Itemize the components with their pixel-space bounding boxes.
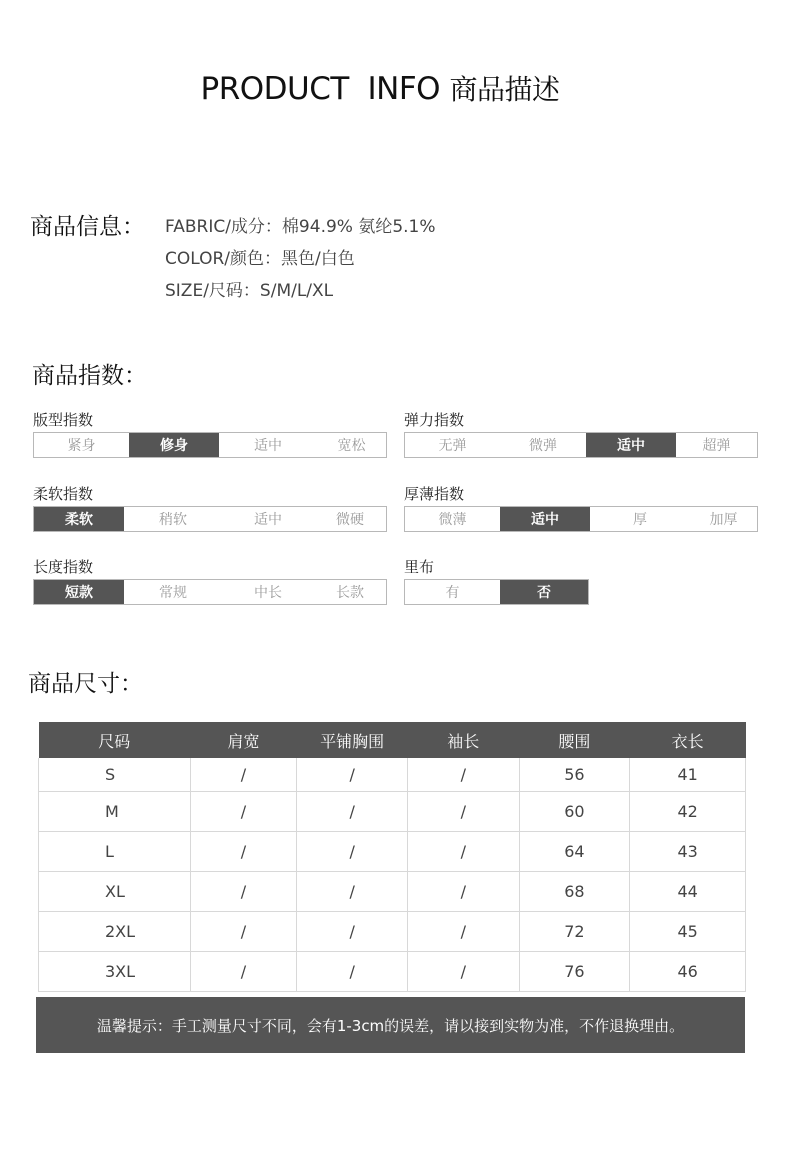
- table-cell: /: [297, 952, 408, 992]
- table-cell: /: [190, 832, 297, 872]
- index-scale: [404, 579, 589, 605]
- index-scale: [33, 579, 387, 605]
- table-cell: /: [407, 952, 519, 992]
- index-scale: [33, 506, 387, 532]
- table-cell: S: [39, 758, 191, 792]
- index-option: 微弹: [529, 438, 557, 454]
- table-cell: 76: [519, 952, 630, 992]
- table-cell: /: [407, 792, 519, 832]
- size-column-header: 尺码: [39, 722, 191, 758]
- size-column-header: 肩宽: [190, 722, 297, 758]
- index-label: 里布: [404, 558, 435, 576]
- size-heading: 商品尺寸：: [28, 671, 143, 697]
- table-cell: 64: [519, 832, 630, 872]
- size-table-body: [39, 758, 746, 992]
- table-cell: /: [190, 952, 297, 992]
- table-cell: 56: [519, 758, 630, 792]
- index-scale: [404, 506, 758, 532]
- table-cell: /: [297, 832, 408, 872]
- index-option-selected: 否: [500, 580, 588, 604]
- index-option-selected: 适中: [500, 507, 590, 531]
- index-scale: [404, 432, 758, 458]
- table-cell: /: [190, 792, 297, 832]
- table-cell: XL: [39, 872, 191, 912]
- index-label: 厚薄指数: [404, 485, 465, 503]
- size-line: SIZE/尺码：S/M/L/XL: [165, 281, 334, 301]
- index-option: 稍软: [159, 512, 187, 528]
- index-label: 版型指数: [33, 411, 94, 429]
- table-cell: /: [407, 758, 519, 792]
- table-row: [39, 912, 746, 952]
- table-row: [39, 872, 746, 912]
- index-option: 适中: [254, 438, 282, 454]
- table-row: [39, 792, 746, 832]
- size-column-header: 平铺胸围: [297, 722, 408, 758]
- table-cell: 68: [519, 872, 630, 912]
- index-option: 长款: [336, 585, 364, 601]
- table-cell: /: [407, 872, 519, 912]
- index-label: 柔软指数: [33, 485, 94, 503]
- index-option: 紧身: [67, 438, 96, 454]
- index-option: 微硬: [336, 512, 364, 528]
- index-option: 超弹: [702, 438, 731, 454]
- table-cell: /: [190, 758, 297, 792]
- size-column-header: 腰围: [519, 722, 630, 758]
- title-en: PRODUCT INFO: [200, 71, 441, 107]
- table-cell: 44: [630, 872, 746, 912]
- index-heading: 商品指数：: [32, 363, 147, 389]
- table-cell: /: [190, 872, 297, 912]
- table-cell: 41: [630, 758, 746, 792]
- index-option-selected: 短款: [34, 580, 124, 604]
- table-cell: /: [407, 912, 519, 952]
- table-row: [39, 832, 746, 872]
- size-column-header: 衣长: [630, 722, 746, 758]
- index-option: 厚: [633, 512, 647, 528]
- table-row: [39, 952, 746, 992]
- table-cell: /: [297, 912, 408, 952]
- index-option-selected: 修身: [129, 433, 219, 457]
- table-cell: 42: [630, 792, 746, 832]
- size-column-header: 袖长: [407, 722, 519, 758]
- index-option: 常规: [159, 585, 187, 601]
- table-cell: /: [190, 912, 297, 952]
- index-option: 无弹: [438, 438, 467, 454]
- index-option-selected: 柔软: [34, 507, 124, 531]
- table-cell: L: [39, 832, 191, 872]
- index-label: 弹力指数: [404, 411, 465, 429]
- table-cell: 46: [630, 952, 746, 992]
- table-row: [39, 758, 746, 792]
- size-table: [38, 722, 746, 992]
- table-cell: /: [297, 872, 408, 912]
- table-cell: M: [39, 792, 191, 832]
- table-cell: 60: [519, 792, 630, 832]
- index-label: 长度指数: [33, 558, 94, 576]
- index-option-selected: 适中: [586, 433, 676, 457]
- table-cell: /: [407, 832, 519, 872]
- tip-banner: 温馨提示：手工测量尺寸不同，会有1-3cm的误差，请以接到实物为准，不作退换理由。: [36, 997, 745, 1053]
- index-option: 宽松: [337, 438, 366, 454]
- page-title: [0, 68, 760, 108]
- index-scale: [33, 432, 387, 458]
- table-cell: 3XL: [39, 952, 191, 992]
- table-cell: 72: [519, 912, 630, 952]
- table-cell: /: [297, 792, 408, 832]
- index-option: 适中: [254, 512, 282, 528]
- fabric-line: FABRIC/成分：棉94.9% 氨纶5.1%: [165, 217, 436, 237]
- title-zh: 商品描述: [449, 73, 560, 106]
- table-cell: 45: [630, 912, 746, 952]
- index-option: 加厚: [709, 512, 738, 528]
- index-option: 有: [445, 585, 460, 601]
- index-option: 中长: [254, 585, 282, 601]
- size-table-header: [39, 722, 746, 758]
- table-cell: 43: [630, 832, 746, 872]
- table-cell: 2XL: [39, 912, 191, 952]
- color-line: COLOR/颜色：黑色/白色: [165, 249, 355, 269]
- index-option: 微薄: [438, 512, 467, 528]
- table-cell: /: [297, 758, 408, 792]
- info-heading: 商品信息：: [30, 214, 145, 240]
